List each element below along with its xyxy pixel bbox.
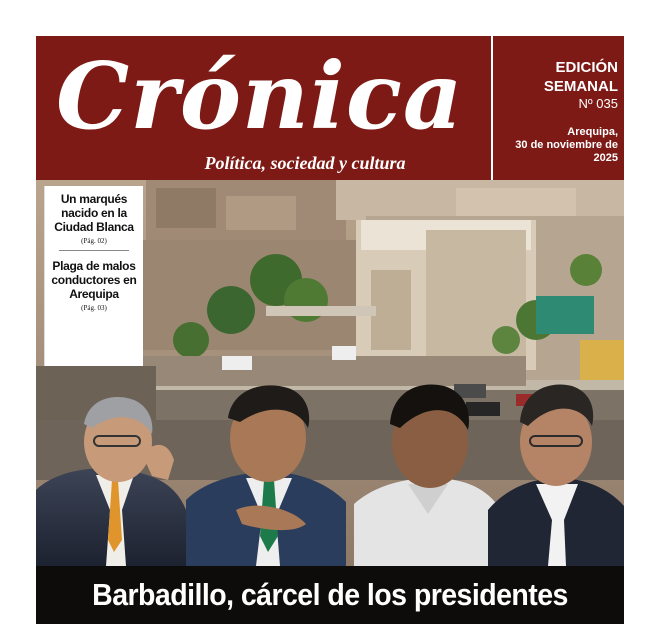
edition-city: Arequipa,: [567, 126, 618, 138]
edition-date: 30 de noviembre de 2025: [515, 139, 618, 164]
teaser-headline[interactable]: Plaga de malos conductores en Arequipa: [51, 259, 137, 301]
newspaper-logo: Crónica: [56, 42, 464, 150]
edition-label: EDICIÓN: [555, 59, 618, 76]
teaser-page-ref: (Pág. 03): [81, 304, 107, 312]
edition-info: [494, 58, 618, 165]
edition-type: SEMANAL: [543, 78, 618, 95]
headline-band: [36, 566, 624, 624]
masthead: [36, 36, 624, 180]
issue-number: Nº 035: [578, 96, 618, 111]
teaser-item[interactable]: [45, 251, 143, 313]
teaser-item[interactable]: [45, 186, 143, 246]
tagline: Política, sociedad y cultura: [204, 153, 406, 173]
masthead-divider: [491, 36, 493, 180]
teaser-headline[interactable]: Un marqués nacido en la Ciudad Blanca: [54, 192, 134, 234]
teaser-page-ref: (Pág. 02): [81, 237, 107, 245]
teaser-sidebar: [44, 186, 143, 366]
main-headline[interactable]: Barbadillo, cárcel de los presidentes: [92, 577, 568, 612]
